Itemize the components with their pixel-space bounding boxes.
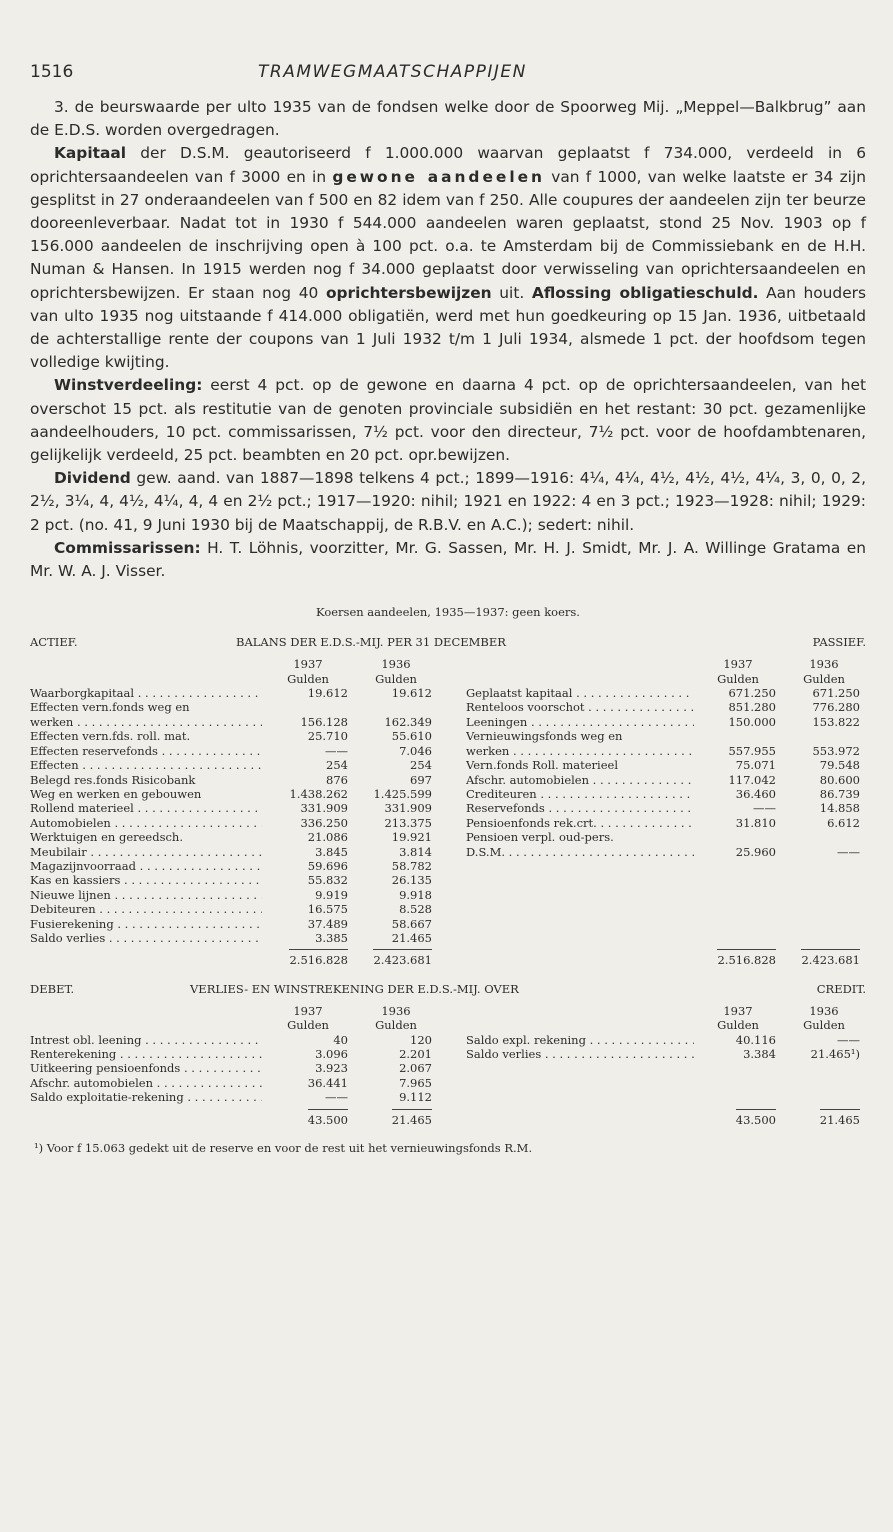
- row-value: [782, 830, 866, 844]
- row-value: 80.600: [819, 772, 860, 787]
- row-label: D.S.M. . . .: [466, 845, 694, 859]
- row-value: 58.782: [391, 858, 432, 873]
- row-label: [466, 902, 694, 916]
- table-row: [30, 787, 866, 801]
- vw-total-credit-1937: 43.500: [736, 1109, 776, 1127]
- heading-winstverdeeling: Winstverdeeling:: [54, 376, 203, 395]
- row-label: Saldo verlies . . .: [30, 931, 262, 945]
- row-value: 75.071: [735, 758, 776, 773]
- row-value: ——: [753, 801, 776, 816]
- row-value: 55.832: [307, 873, 348, 888]
- row-label: Vernieuwingsfonds weg en: [466, 729, 623, 744]
- row-value: 25.960: [735, 844, 776, 859]
- row-value: 8.528: [399, 902, 432, 917]
- balans-section: [30, 635, 866, 968]
- row-value: 58.667: [391, 916, 432, 931]
- row-value: 7.965: [399, 1075, 432, 1090]
- table-row: [30, 859, 866, 873]
- row-label: Debiteuren . . .: [30, 902, 262, 916]
- row-value: 162.349: [384, 714, 432, 729]
- row-label: Pensioen verpl. oud-pers.: [466, 830, 614, 845]
- spaced-gewone-aandeelen: gewone aandeelen: [332, 167, 545, 186]
- row-value: [782, 931, 866, 945]
- row-value: 776.280: [812, 700, 860, 715]
- koersen-line: Koersen aandeelen, 1935—1937: geen koers.: [316, 605, 580, 620]
- row-value: 3.814: [399, 844, 432, 859]
- row-value: 331.909: [384, 801, 432, 816]
- bold-oprichtersbewijzen: oprichtersbewijzen: [325, 283, 492, 302]
- table-row: [30, 830, 866, 844]
- row-value: 671.250: [728, 686, 776, 701]
- balans-total-actief-1936: 2.423.681: [373, 949, 432, 967]
- page-header: [30, 56, 866, 86]
- table-row: [30, 1033, 866, 1047]
- row-value: 9.919: [315, 887, 348, 902]
- row-value: 25.710: [307, 729, 348, 744]
- table-row: [30, 816, 866, 830]
- row-value: 557.955: [728, 743, 776, 758]
- row-label: Automobielen . . .: [30, 816, 262, 830]
- row-label: Crediteuren . . .: [466, 787, 694, 801]
- paragraph-beurswaarde: 3. de beurswaarde per ulto 1935 van de fondsen welke door de Spoorweg Mij. „Meppel—Balkbrug” aan de E.D.S. worden overgedragen.: [30, 98, 866, 140]
- row-value: 3.385: [315, 930, 348, 945]
- row-label: Saldo verlies . . .: [466, 1047, 694, 1061]
- row-label: [466, 873, 694, 887]
- table-row: [30, 1090, 866, 1104]
- row-value: [782, 1061, 866, 1075]
- row-value: [782, 1090, 866, 1104]
- table-row: [30, 801, 866, 815]
- row-value: [782, 888, 866, 902]
- table-row: [30, 715, 866, 729]
- row-value: 79.548: [819, 758, 860, 773]
- row-value: [354, 700, 438, 714]
- table-row: [30, 902, 866, 916]
- row-value: 40.116: [735, 1032, 776, 1047]
- row-value: 19.612: [307, 686, 348, 701]
- row-label: Belegd res.fonds Risicobank: [30, 772, 196, 787]
- row-value: [782, 873, 866, 887]
- row-value: 553.972: [812, 743, 860, 758]
- row-value: 213.375: [384, 815, 432, 830]
- balans-total-actief-1937: 2.516.828: [289, 949, 348, 967]
- row-value: 26.135: [391, 873, 432, 888]
- balans-left-label: ACTIEF.: [30, 635, 78, 650]
- row-value: [694, 931, 782, 945]
- balans-total-passief-1936: 2.423.681: [801, 949, 860, 967]
- paragraph-commissarissen: Commissarissen: H. T. Löhnis, voorzitter, Mr. G. Sassen, Mr. H. J. Smidt, Mr. J. A. Willinge Gratama en Mr. W. A. J. Visser.: [30, 538, 866, 581]
- row-value: 117.042: [728, 772, 776, 787]
- vw-right-label: CREDIT.: [816, 981, 866, 996]
- row-value: 2.067: [399, 1061, 432, 1076]
- row-value: 3.923: [315, 1061, 348, 1076]
- row-value: 7.046: [399, 743, 432, 758]
- table-row: [30, 700, 866, 714]
- row-label: Effecten vern.fonds weg en: [30, 700, 190, 715]
- heading-dividend: Dividend: [54, 469, 131, 488]
- table-row: [30, 1076, 866, 1090]
- row-label: Pensioenfonds rek.crt. . . .: [466, 816, 694, 830]
- row-value: ——: [837, 1032, 860, 1047]
- row-value: 851.280: [728, 700, 776, 715]
- row-value: 36.460: [735, 786, 776, 801]
- table-row: [30, 845, 866, 859]
- table-row: [30, 758, 866, 772]
- row-value: [782, 917, 866, 931]
- row-label: Vern.fonds Roll. materieel: [466, 758, 619, 773]
- row-value: 21.086: [307, 830, 348, 845]
- balans-heading: [30, 635, 866, 657]
- balans-unit-row: Gulden Gulden Gulden Gulden: [287, 671, 845, 686]
- row-label: Meubilair . . .: [30, 845, 262, 859]
- row-value: 86.739: [819, 786, 860, 801]
- row-value: [782, 1076, 866, 1090]
- row-value: 14.858: [819, 801, 860, 816]
- vw-table: [30, 1004, 866, 1127]
- row-label: [466, 859, 694, 873]
- table-row: [30, 686, 866, 700]
- row-label: Effecten reservefonds . . .: [30, 744, 262, 758]
- row-value: [694, 859, 782, 873]
- row-value: 671.250: [812, 686, 860, 701]
- balans-total-passief-1937: 2.516.828: [717, 949, 776, 967]
- running-title: TRAMWEGMAATSCHAPPIJEN: [258, 62, 527, 82]
- row-value: 59.696: [307, 858, 348, 873]
- table-row: [30, 744, 866, 758]
- row-value: 3.845: [315, 844, 348, 859]
- row-value: 120: [410, 1032, 432, 1047]
- footnote: ¹) Voor f 15.063 gedekt uit de reserve en voor de rest uit het vernieuwingsfonds R.M.: [34, 1141, 533, 1156]
- row-label: Waarborgkapitaal . . .: [30, 686, 262, 700]
- paragraph-dividend: Dividend gew. aand. van 1887—1898 telkens 4 pct.; 1899—1916: 4¼, 4¼, 4½, 4½, 4½, 4¼, 3, 0, 0, 2, 2½, 3¼, 4, 4½, 4¼, 4, 4 en 2½ pct.; 1917—1920: nihil; 1921 en 1922: 4 en 3 pct.; 1923—1928: nihil; 1929: 2 pct. (no. 41, 9 Juni 1930 bij de Maatschappij, de R.B.V. en A.C.); sedert: nihil.: [30, 469, 866, 534]
- row-label: Effecten . . .: [30, 758, 262, 772]
- row-value: ——: [325, 1090, 348, 1105]
- table-row: [30, 888, 866, 902]
- row-label: Reservefonds . . .: [466, 801, 694, 815]
- table-row: [30, 931, 866, 945]
- row-label: [466, 1061, 694, 1075]
- row-value: 55.610: [391, 729, 432, 744]
- row-value: 19.612: [391, 686, 432, 701]
- verlies-winst-section: [30, 982, 866, 1127]
- page-number: 1516: [30, 62, 74, 82]
- row-value: 156.128: [300, 714, 348, 729]
- row-value: [694, 917, 782, 931]
- row-label: Renteloos voorschot . . .: [466, 700, 694, 714]
- row-value: [694, 1061, 782, 1075]
- row-value: ——: [325, 743, 348, 758]
- row-label: Afschr. automobielen . . .: [30, 1076, 262, 1090]
- row-value: ——: [837, 844, 860, 859]
- paragraph-kapitaal: Kapitaal der D.S.M. geautoriseerd f 1.000.000 waarvan geplaatst f 734.000, verdeeld in 6 oprichtersaandeelen van f 3000 en in gewone aandeelen van f 1000, van welke laatste er 34 zijn gesplitst in 27 onderaandeelen van f 500 en 82 idem van f 250. Alle coupures der aandeelen zijn ter beurze dooreenleverbaar. Nadat tot in 1930 f 544.000 aandeelen waren geplaatst, stond 25 Nov. 1903 op f 156.000 aandeelen de inschrijving open à 100 pct. o.a. te Amsterdam bij de Commissiebank en de H.H. Numan & Hansen. In 1915 werden nog f 34.000 geplaatst door verwisseling van oprichtersaandeelen en oprichtersbewijzen. Er staan nog 40 oprichtersbewijzen uit. Aflossing obligatieschuld. Aan houders van ulto 1935 nog uitstaande f 414.000 obligatiën, werd met hun goedkeuring op 15 Jan. 1936, uitbetaald de achterstallige rente der coupons van 1 Juli 1932 t/m 1 Juli 1934, alsmede 1 pct. der hoofdsom tegen volledige kwijting.: [30, 144, 867, 372]
- row-value: 9.112: [399, 1090, 432, 1105]
- row-value: 153.822: [812, 714, 860, 729]
- row-value: 1.425.599: [373, 786, 432, 801]
- row-label: Intrest obl. leening . . .: [30, 1033, 262, 1047]
- vw-left-label: DEBET.: [30, 981, 75, 996]
- row-label: Renterekening . . .: [30, 1047, 262, 1061]
- row-value: 336.250: [300, 815, 348, 830]
- row-value: 16.575: [307, 902, 348, 917]
- balans-year-row: 1937 1936 1937 1936: [293, 657, 839, 672]
- row-value: 19.921: [391, 830, 432, 845]
- row-value: 40: [333, 1032, 348, 1047]
- balans-right-label: PASSIEF.: [812, 635, 866, 650]
- row-value: 150.000: [728, 714, 776, 729]
- row-value: 36.441: [307, 1075, 348, 1090]
- row-label: [466, 1076, 694, 1090]
- row-label: Saldo expl. rekening . . .: [466, 1033, 694, 1047]
- paragraph-winstverdeeling: Winstverdeeling: eerst 4 pct. op de gewone en daarna 4 pct. op de oprichtersaandeelen, van het overschot 15 pct. als restitutie van de genoten provinciale subsidiën en het restant: 30 pct. gezamenlijke aandeelhouders, 10 pct. commissarissen, 7½ pct. voor den directeur, 7½ pct. voor de hoofdambtenaren, gelijkelijk verdeeld, 25 pct. beambten en 20 pct. opr.bewijzen.: [30, 376, 866, 465]
- row-value: [782, 729, 866, 743]
- table-row: [30, 917, 866, 931]
- row-label: Uitkeering pensioenfonds . . .: [30, 1061, 262, 1075]
- row-label: Werktuigen en gereedsch.: [30, 830, 183, 845]
- row-label: werken . . .: [30, 715, 262, 729]
- row-value: [694, 902, 782, 916]
- vw-heading: [30, 982, 866, 1004]
- document-page: [30, 56, 866, 1155]
- balans-title: BALANS DER E.D.S.-MIJ. PER 31 DECEMBER: [236, 635, 506, 650]
- balans-table: [30, 657, 866, 968]
- row-value: 6.612: [827, 815, 860, 830]
- row-label: werken . . .: [466, 744, 694, 758]
- row-label: Fusierekening . . .: [30, 917, 262, 931]
- row-label: Kas en kassiers . . .: [30, 873, 262, 887]
- row-value: 3.384: [743, 1047, 776, 1062]
- heading-kapitaal: Kapitaal: [54, 144, 127, 163]
- row-value: 37.489: [307, 916, 348, 931]
- table-row: [30, 1061, 866, 1075]
- row-value: 9.918: [399, 887, 432, 902]
- row-label: [466, 888, 694, 902]
- row-value: 254: [410, 758, 432, 773]
- row-value: [694, 1076, 782, 1090]
- row-value: 1.438.262: [289, 786, 348, 801]
- balans-totals-row: [30, 945, 866, 967]
- row-label: Rollend materieel . . .: [30, 801, 262, 815]
- heading-commissarissen: Commissarissen:: [54, 538, 201, 557]
- body-text: [30, 96, 866, 583]
- table-row: [30, 1047, 866, 1061]
- row-value: 3.096: [315, 1047, 348, 1062]
- row-value: 31.810: [735, 815, 776, 830]
- row-label: Afschr. automobielen . . .: [466, 773, 694, 787]
- row-value: 2.201: [399, 1047, 432, 1062]
- row-value: [694, 729, 782, 743]
- row-value: 697: [410, 772, 432, 787]
- table-row: [30, 873, 866, 887]
- row-label: Effecten vern.fds. roll. mat.: [30, 729, 191, 744]
- row-label: Nieuwe lijnen . . .: [30, 888, 262, 902]
- vw-title: VERLIES- EN WINSTREKENING DER E.D.S.-MIJ. OVER: [190, 981, 519, 996]
- row-value: 876: [326, 772, 348, 787]
- row-label: Geplaatst kapitaal . . .: [466, 686, 694, 700]
- row-value: [782, 859, 866, 873]
- row-value: [694, 888, 782, 902]
- row-value: [262, 700, 354, 714]
- row-value: 254: [326, 758, 348, 773]
- vw-unit-row: Gulden Gulden Gulden Gulden: [287, 1018, 845, 1033]
- vw-total-debet-1937: 43.500: [308, 1109, 348, 1127]
- row-label: Magazijnvoorraad . . .: [30, 859, 262, 873]
- row-value: 21.465¹): [810, 1047, 860, 1062]
- row-value: [782, 902, 866, 916]
- row-label: [466, 1090, 694, 1104]
- vw-totals-row: [30, 1105, 866, 1127]
- vw-total-credit-1936: 21.465: [820, 1109, 860, 1127]
- vw-total-debet-1936: 21.465: [392, 1109, 432, 1127]
- vw-year-row: 1937 1936 1937 1936: [293, 1003, 839, 1018]
- heading-aflossing: Aflossing obligatieschuld.: [531, 283, 759, 302]
- row-label: [466, 917, 694, 931]
- row-value: [694, 873, 782, 887]
- row-label: [466, 931, 694, 945]
- row-value: 331.909: [300, 801, 348, 816]
- row-value: [694, 830, 782, 844]
- table-row: [30, 729, 866, 743]
- row-label: Weg en werken en gebouwen: [30, 786, 202, 801]
- row-value: 21.465: [391, 930, 432, 945]
- row-value: [694, 1090, 782, 1104]
- row-label: Saldo exploitatie-rekening . . .: [30, 1090, 262, 1104]
- row-label: Leeningen . . .: [466, 715, 694, 729]
- table-row: [30, 773, 866, 787]
